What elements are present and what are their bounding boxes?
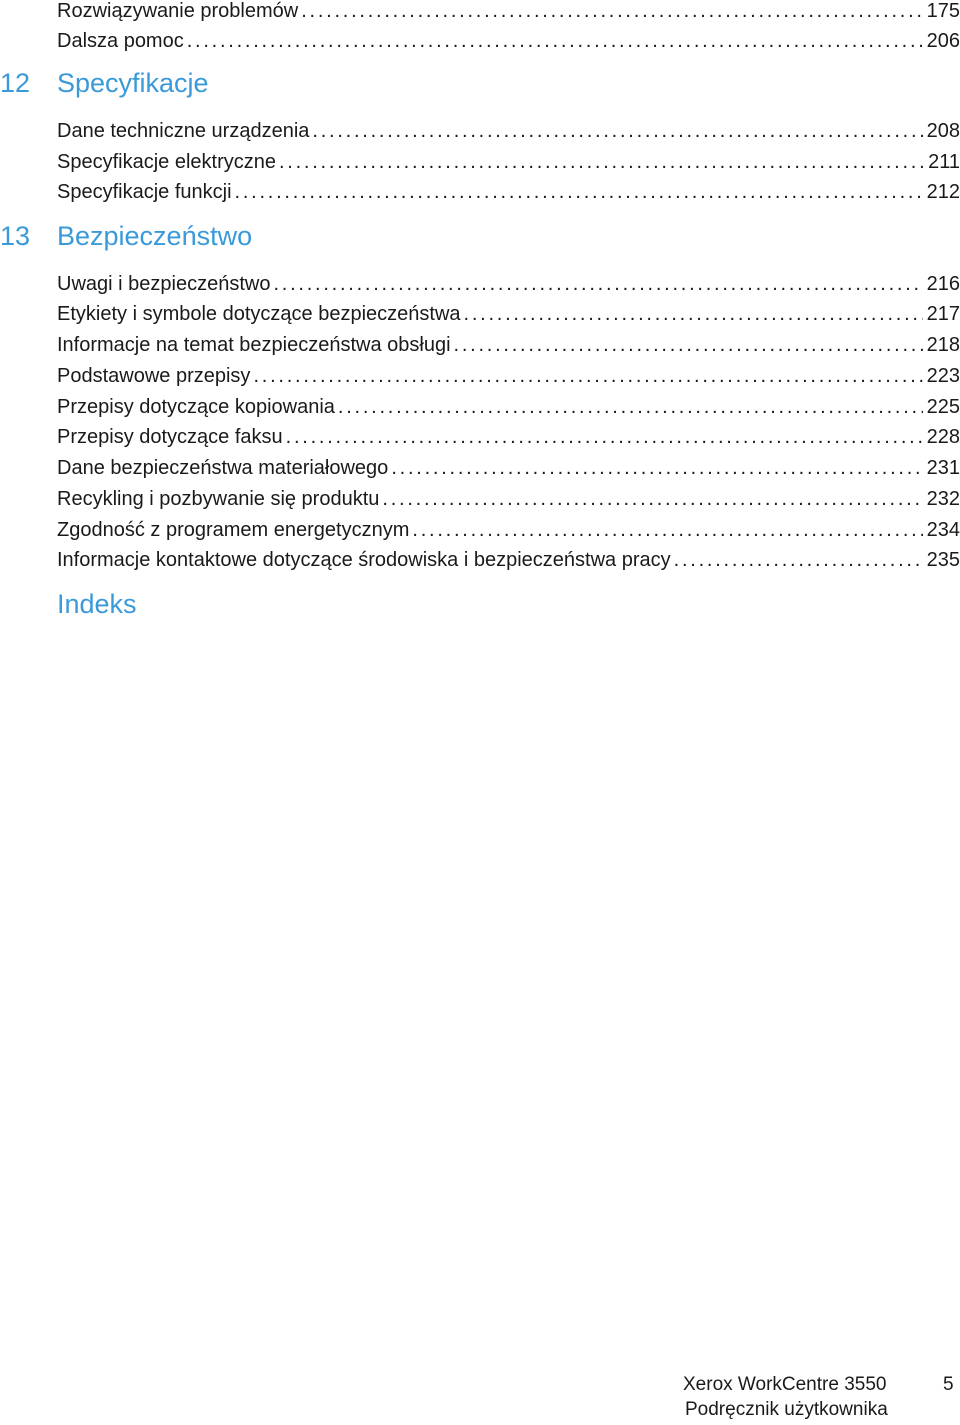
leader-dots — [301, 0, 922, 26]
leader-dots — [412, 515, 922, 545]
toc-entry[interactable] — [57, 116, 960, 146]
leader-dots — [279, 147, 924, 177]
toc-entry-page: 175 — [926, 0, 960, 22]
toc-entry[interactable] — [57, 392, 960, 422]
toc-entry-title: Informacje na temat bezpieczeństwa obsługi — [57, 334, 451, 356]
toc-entry[interactable] — [57, 26, 960, 56]
chapter-number: 13 — [0, 221, 31, 251]
index-title: Indeks — [57, 589, 137, 619]
toc-entry[interactable] — [57, 330, 960, 360]
toc-entry-page: 206 — [926, 30, 960, 52]
leader-dots — [273, 269, 922, 299]
toc-entry-title: Informacje kontaktowe dotyczące środowiska i bezpieczeństwa pracy — [57, 549, 671, 571]
footer-manual: Podręcznik użytkownika — [685, 1399, 888, 1420]
toc-entry[interactable] — [57, 299, 960, 329]
leader-dots — [454, 330, 923, 360]
toc-entry-page: 217 — [926, 303, 960, 325]
leader-dots — [391, 453, 922, 483]
footer-product: Xerox WorkCentre 3550 — [683, 1374, 887, 1395]
toc-entry-page: 231 — [926, 457, 960, 479]
leader-dots — [338, 392, 923, 422]
leader-dots — [382, 484, 922, 514]
toc-entry[interactable] — [57, 453, 960, 483]
leader-dots — [253, 361, 922, 391]
toc-entry-title: Przepisy dotyczące faksu — [57, 426, 283, 448]
toc-entry[interactable] — [57, 147, 960, 177]
chapter-title: Bezpieczeństwo — [57, 221, 253, 251]
toc-entry-page: 225 — [926, 396, 960, 418]
toc-entry-page: 216 — [926, 273, 960, 295]
leader-dots — [235, 177, 923, 207]
leader-dots — [312, 116, 922, 146]
toc-entry-page: 234 — [926, 519, 960, 541]
leader-dots — [187, 26, 923, 56]
footer-page-number: 5 — [943, 1374, 954, 1395]
toc-entry-title: Dane bezpieczeństwa materiałowego — [57, 457, 389, 479]
toc-entry-title: Specyfikacje elektryczne — [57, 151, 276, 173]
toc-entry[interactable] — [57, 177, 960, 207]
toc-entry-title: Przepisy dotyczące kopiowania — [57, 396, 335, 418]
toc-entry[interactable] — [57, 545, 960, 575]
leader-dots — [286, 422, 923, 452]
toc-entry-title: Zgodność z programem energetycznym — [57, 519, 410, 541]
toc-entry-title: Dane techniczne urządzenia — [57, 120, 310, 142]
toc-entry-page: 235 — [926, 549, 960, 571]
toc-entry-page: 228 — [926, 426, 960, 448]
toc-entry-title: Uwagi i bezpieczeństwo — [57, 273, 271, 295]
toc-entry-title: Podstawowe przepisy — [57, 365, 251, 387]
toc-entry[interactable] — [57, 422, 960, 452]
toc-entry[interactable] — [57, 361, 960, 391]
toc-entry-title: Etykiety i symbole dotyczące bezpieczeństwa — [57, 303, 461, 325]
toc-entry-page: 208 — [926, 120, 960, 142]
toc-entry[interactable] — [57, 269, 960, 299]
toc-entry[interactable] — [57, 515, 960, 545]
toc-entry-title: Rozwiązywanie problemów — [57, 0, 299, 22]
chapter-title: Specyfikacje — [57, 68, 209, 98]
toc-entry-title: Specyfikacje funkcji — [57, 181, 232, 203]
toc-entry-page: 223 — [926, 365, 960, 387]
toc-entry-page: 212 — [926, 181, 960, 203]
toc-entry[interactable] — [57, 484, 960, 514]
chapter-number: 12 — [0, 68, 31, 98]
toc-entry[interactable] — [57, 0, 960, 26]
leader-dots — [464, 299, 923, 329]
toc-entry-page: 232 — [926, 488, 960, 510]
toc-entry-title: Recykling i pozbywanie się produktu — [57, 488, 380, 510]
toc-entry-page: 218 — [926, 334, 960, 356]
leader-dots — [674, 545, 923, 575]
toc-entry-page: 211 — [928, 151, 960, 173]
toc-entry-title: Dalsza pomoc — [57, 30, 184, 52]
